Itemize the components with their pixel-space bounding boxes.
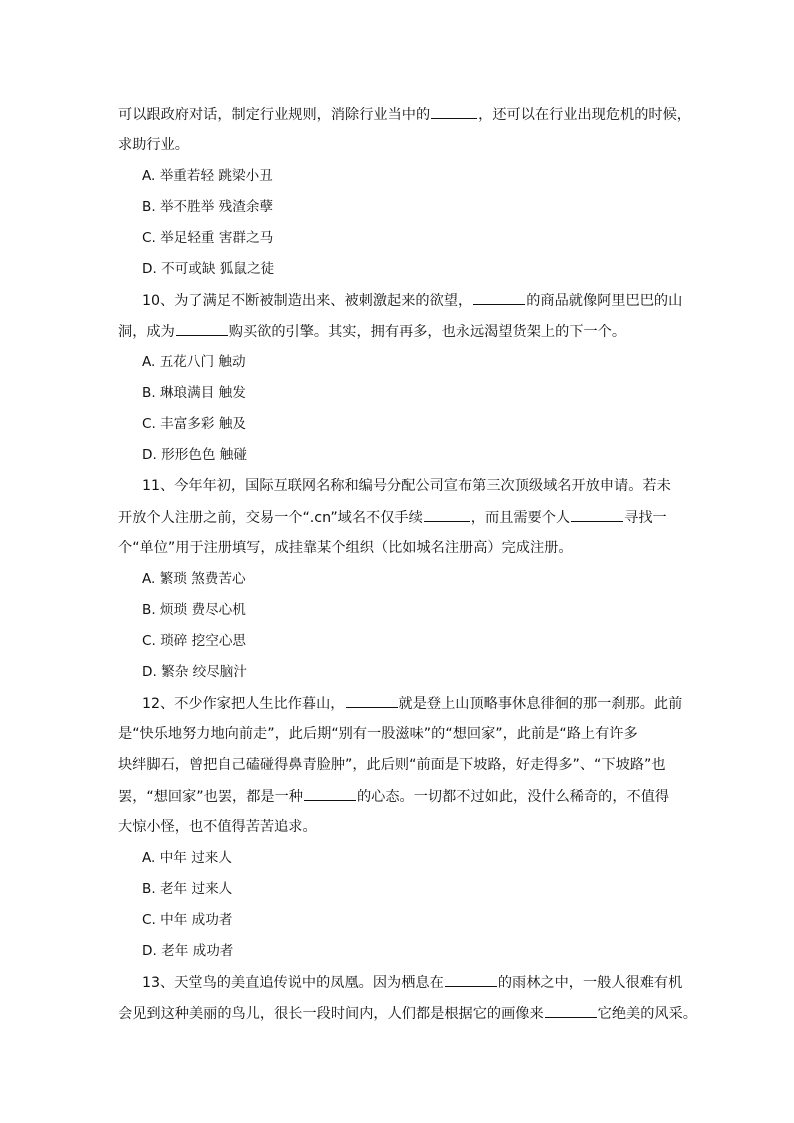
q11-line-3: 个“单位”用于注册填写，成挂靠某个组织（比如城名注册高）完成注册。 bbox=[118, 540, 573, 556]
q12-line-3: 块绊脚石，曾把自己磕碰得鼻青脸肿”，此后则“前面是下坡路，好走得多”、“下坡路”也 bbox=[118, 757, 666, 773]
q11-option-c: C. 琐碎 挖空心思 bbox=[142, 633, 247, 649]
q11-option-b: B. 烦琐 费尽心机 bbox=[142, 602, 246, 618]
q10-option-c: C. 丰富多彩 触及 bbox=[142, 416, 247, 432]
answer-blank bbox=[304, 786, 356, 801]
q12-line-5: 大惊小怪，也不值得苦苦追求。 bbox=[118, 819, 317, 835]
q10-text: 洞，成为 bbox=[118, 324, 175, 340]
q9-line-2: 求助行业。 bbox=[118, 137, 189, 153]
q9-text: 可以跟政府对话，制定行业规则，消除行业当中的 bbox=[118, 107, 431, 123]
q9-text: ，还可以在行业出现危机的时候， bbox=[478, 107, 691, 123]
q10-text: 10、为了满足不断被制造出来、被刺激起来的欲望， bbox=[142, 293, 473, 309]
q10-option-d: D. 形形色色 触碰 bbox=[142, 447, 247, 463]
answer-blank bbox=[176, 321, 228, 336]
q13-text: 13、天堂鸟的美直追传说中的凤凰。因为栖息在 bbox=[142, 975, 444, 991]
q11-text: 寻找一 bbox=[624, 510, 667, 526]
answer-blank bbox=[571, 507, 623, 522]
q11-option-a: A. 繁琐 煞费苦心 bbox=[142, 571, 246, 587]
q12-text: 的心态。一切都不过如此，没什么稀奇的，不值得 bbox=[356, 789, 670, 805]
q10-line-1 bbox=[142, 290, 682, 311]
q9-option-d: D. 不可或缺 狐鼠之徒 bbox=[142, 261, 275, 277]
q13-line-2 bbox=[118, 1003, 697, 1024]
q11-text: 开放个人注册之前，交易一个“.cn”域名不仅手续 bbox=[118, 510, 423, 526]
q12-line-1 bbox=[142, 693, 682, 714]
q10-line-2 bbox=[118, 321, 626, 342]
q10-text: 购买欲的引擎。其实，拥有再多，也永远渴望货架上的下一个。 bbox=[228, 324, 627, 340]
answer-blank bbox=[473, 290, 525, 305]
q9-option-b: B. 举不胜举 残渣余孽 bbox=[142, 199, 274, 215]
q12-text: 罢，“想回家”也罢，都是一种 bbox=[118, 789, 303, 805]
answer-blank bbox=[431, 104, 477, 119]
q11-line-2 bbox=[118, 507, 667, 528]
q11-line-1: 11、今年年初，国际互联网名称和编号分配公司宣布第三次顶级域名开放申请。若未 bbox=[142, 478, 671, 494]
q12-line-2: 是“快乐地努力地向前走”，此后期“别有一股滋味”的“想回家”，此前是“路上有许多 bbox=[118, 726, 638, 742]
q9-option-c: C. 举足轻重 害群之马 bbox=[142, 230, 274, 246]
q12-text: 就是登上山顶略事休息徘徊的那一刹那。此前 bbox=[398, 696, 683, 712]
q12-option-d: D. 老年 成功者 bbox=[142, 943, 234, 959]
q13-text: 的雨林之中，一般人很难有机 bbox=[497, 975, 683, 991]
q10-option-b: B. 琳琅满目 触发 bbox=[142, 385, 246, 401]
q11-text: ，而且需要个人 bbox=[470, 510, 571, 526]
q13-text: 它绝美的风采。 bbox=[597, 1006, 697, 1022]
q12-option-a: A. 中年 过来人 bbox=[142, 850, 232, 866]
q9-option-a: A. 举重若轻 跳梁小丑 bbox=[142, 168, 273, 184]
answer-blank bbox=[445, 972, 497, 987]
q13-text: 会见到这种美丽的鸟儿，很长一段时间内，人们都是根据它的画像来 bbox=[118, 1006, 544, 1022]
answer-blank bbox=[346, 693, 398, 708]
q12-option-c: C. 中年 成功者 bbox=[142, 912, 233, 928]
q12-text: 12、不少作家把人生比作暮山， bbox=[142, 696, 345, 712]
q12-line-4 bbox=[118, 786, 669, 807]
q12-option-b: B. 老年 过来人 bbox=[142, 881, 233, 897]
answer-blank bbox=[545, 1003, 597, 1018]
q11-option-d: D. 繁杂 绞尽脑汁 bbox=[142, 664, 247, 680]
q13-line-1 bbox=[142, 972, 682, 993]
answer-blank bbox=[424, 507, 470, 522]
q10-text: 的商品就像阿里巴巴的山 bbox=[526, 293, 683, 309]
q9-line-1 bbox=[118, 104, 691, 125]
q10-option-a: A. 五花八门 触动 bbox=[142, 354, 246, 370]
